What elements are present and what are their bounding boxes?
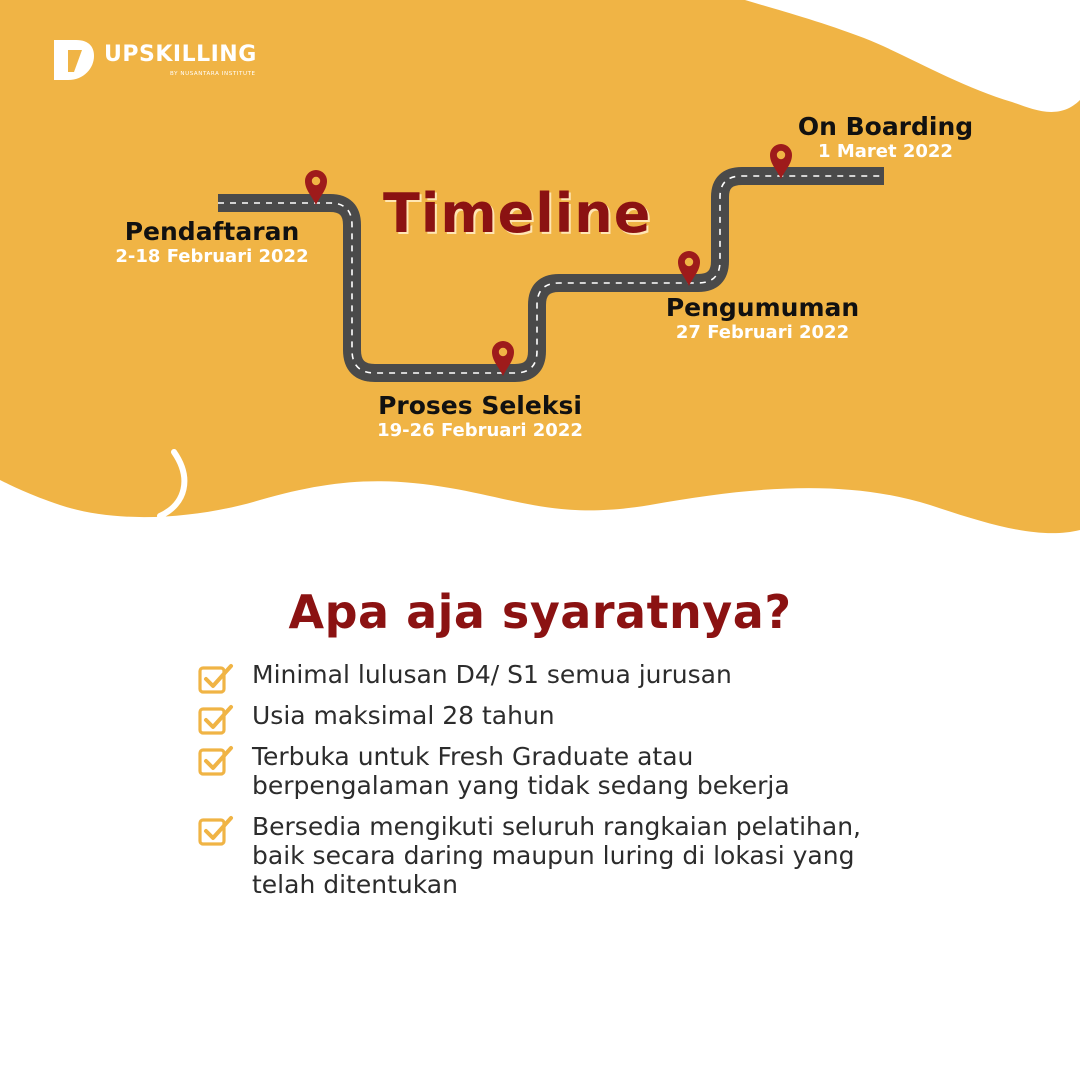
requirement-item (198, 812, 998, 899)
stage-name: On Boarding (797, 112, 974, 141)
stage-name: Pendaftaran (124, 217, 300, 246)
stage-name: Pengumuman (665, 293, 860, 322)
timeline-stage-on-boarding (778, 113, 993, 163)
stage-name: Proses Seleksi (378, 391, 582, 420)
logo-mark-icon (52, 38, 96, 82)
requirement-text: Terbuka untuk Fresh Graduate atau berpengalaman yang tidak sedang bekerja (252, 742, 790, 800)
stage-date: 27 Februari 2022 (675, 322, 850, 343)
stage-date: 1 Maret 2022 (818, 141, 953, 162)
requirements-list (198, 660, 998, 911)
requirement-text: Bersedia mengikuti seluruh rangkaian pelatihan, baik secara daring maupun luring di lokasi yang telah ditentukan (252, 812, 861, 899)
checkbox-check-icon (198, 814, 234, 846)
requirement-text: Minimal lulusan D4/ S1 semua jurusan (252, 660, 732, 689)
requirement-text: Usia maksimal 28 tahun (252, 701, 555, 730)
timeline-stage-pengumuman (645, 294, 880, 344)
stage-date: 19-26 Februari 2022 (377, 420, 583, 441)
timeline-title: Timeline (383, 182, 652, 245)
checkbox-check-icon (198, 744, 234, 776)
requirement-item (198, 742, 998, 800)
requirements-heading: Apa aja syaratnya? (288, 585, 792, 639)
requirement-item (198, 660, 998, 689)
checkbox-check-icon (198, 662, 234, 694)
timeline-stage-pendaftaran (112, 218, 312, 268)
checkbox-check-icon (198, 703, 234, 735)
brand-name: UPSKILLING (104, 42, 257, 67)
requirement-item (198, 701, 998, 730)
timeline-stage-proses-seleksi (360, 392, 600, 442)
brand-tagline: BY NUSANTARA INSTITUTE (170, 71, 256, 77)
stage-date: 2-18 Februari 2022 (115, 246, 309, 267)
